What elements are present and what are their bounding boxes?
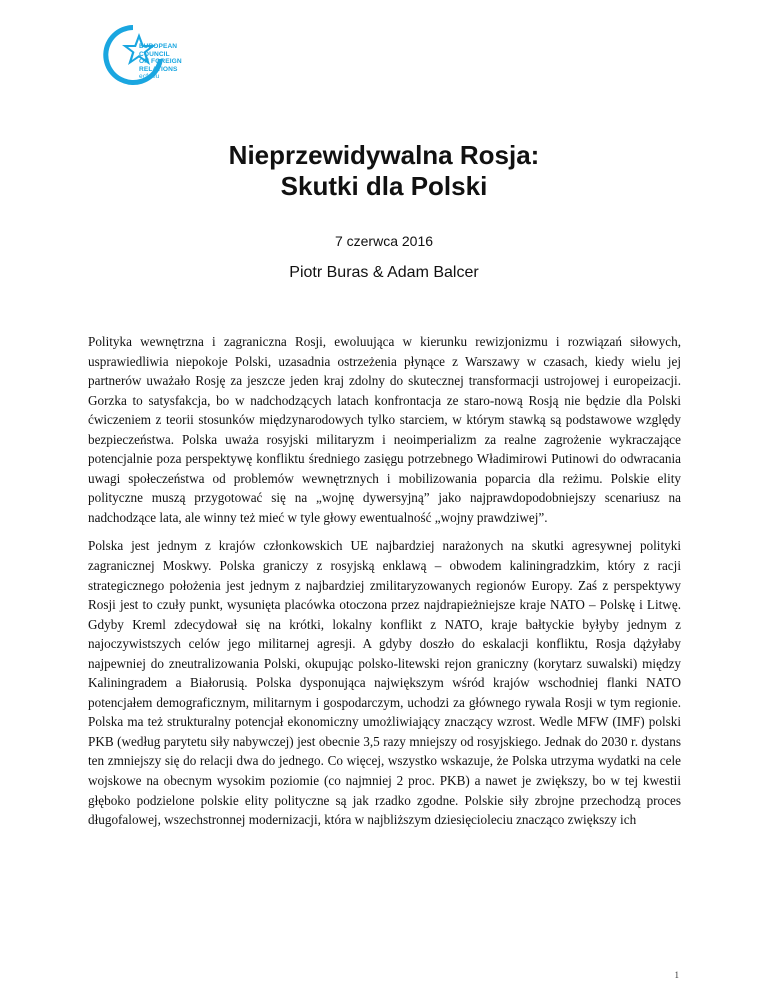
document-authors: Piotr Buras & Adam Balcer bbox=[289, 264, 479, 281]
title-line-1: Nieprzewidywalna Rosja: bbox=[228, 140, 540, 170]
document-body bbox=[88, 332, 681, 839]
document-date: 7 czerwca 2016 bbox=[334, 233, 434, 249]
paragraph: Polska jest jednym z krajów członkowskich UE najbardziej narażonych na skutki agresywnej polityki zagranicznej Moskwy. Polska graniczy z rosyjską enklawą – obwodem kaliningradzkim, który z racji strategicznego położenia jest jednym z najbardziej zmilitaryzowanych regionów Europy. Zaś z perspektywy Rosji jest to czuły punkt, wysunięta placówka otoczona przez najdrapieżniejsze kraje NATO – Polskę i Litwę. Gdyby Kreml zdecydował się na krótki, lokalny konflikt z NATO, kraje bałtyckie byłyby jednym z najoczywistszych celów jego militarnej agresji. A gdyby doszło do eskalacji konfliktu, Rosja dążyłaby najpewniej do zneutralizowania Polski, okupując polsko-litewski rejon graniczny (korytarz suwalski) między Kaliningradem a Białorusią. Polska dysponująca największym wśród krajów wschodniej flanki NATO potencjałem demograficznym, militarnym i gospodarczym, uchodzi za głównego rywala Rosji w tym regionie. Polska ma też strukturalny potencjał ekonomiczny umożliwiający znaczący wzrost. Wedle MFW (IMF) polski PKB (według parytetu siły nabywczej) jest obecnie 3,5 razy mniejszy od rosyjskiego. Jednak do 2030 r. dystans ten zmniejszy się do relacji dwa do jednego. Co więcej, wszystko wskazuje, że Polska utrzyma wydatki na cele wojskowe na obecnym wysokim poziomie (co najmniej 2 proc. PKB) a nawet je zwiększy, bo w tej kwestii głęboko podzielone polskie elity polityczne są jak rzadko zgodne. Polskie siły zbrojne przechodzą proces długofalowej, wszechstronnej modernizacji, która w najbliższym dziesięcioleciu znacząco zwiększy ich bbox=[88, 538, 681, 828]
logo-line: COUNCIL bbox=[139, 50, 170, 58]
title-line-2: Skutki dla Polski bbox=[280, 171, 488, 201]
logo-line: RELATIONS bbox=[139, 65, 178, 73]
logo-site: ecfr.eu bbox=[139, 73, 160, 81]
paragraph: Polityka wewnętrzna i zagraniczna Rosji, ewoluująca w kierunku rewizjonizmu i rozwiązań siłowych, usprawiedliwia niepokoje Polski, uzasadnia ostrzeżenia płynące z Warszawy w czasach, kiedy wielu jej partnerów uważało Rosję za jeszcze jeden kraj zdolny do skutecznej transformacji ustrojowej i europeizacji. Gorzka to satysfakcja, bo w nadchodzących latach konfrontacja ze staro-nową Rosją nie będzie dla Polski ćwiczeniem z teorii stosunków międzynarodowych tylko starciem, w którym stawką są podstawowe względy bezpieczeństwa. Polska uważa rosyjski militaryzm i neoimperializm za realne zagrożenie wykraczające potencjalnie poza perspektywę konfliktu średniego zasięgu potrzebnego Władimirowi Putinowi do odwracania uwagi społeczeństwa od problemów wewnętrznych i mobilizowania poparcia dla reżimu. Polskie elity polityczne muszą przygotować się na „wojnę dywersyjną” jako najprawdopodobniejszy scenariusz na nadchodzące lata, ale winny też mieć w tyle głowy ewentualność „wojny prawdziwej”. bbox=[88, 334, 681, 525]
ecfr-logo-text bbox=[139, 43, 182, 81]
document-title bbox=[0, 140, 768, 202]
logo-line: EUROPEAN bbox=[139, 43, 178, 50]
page-number: 1 bbox=[674, 970, 679, 980]
logo-line: ON FOREIGN bbox=[139, 58, 182, 66]
